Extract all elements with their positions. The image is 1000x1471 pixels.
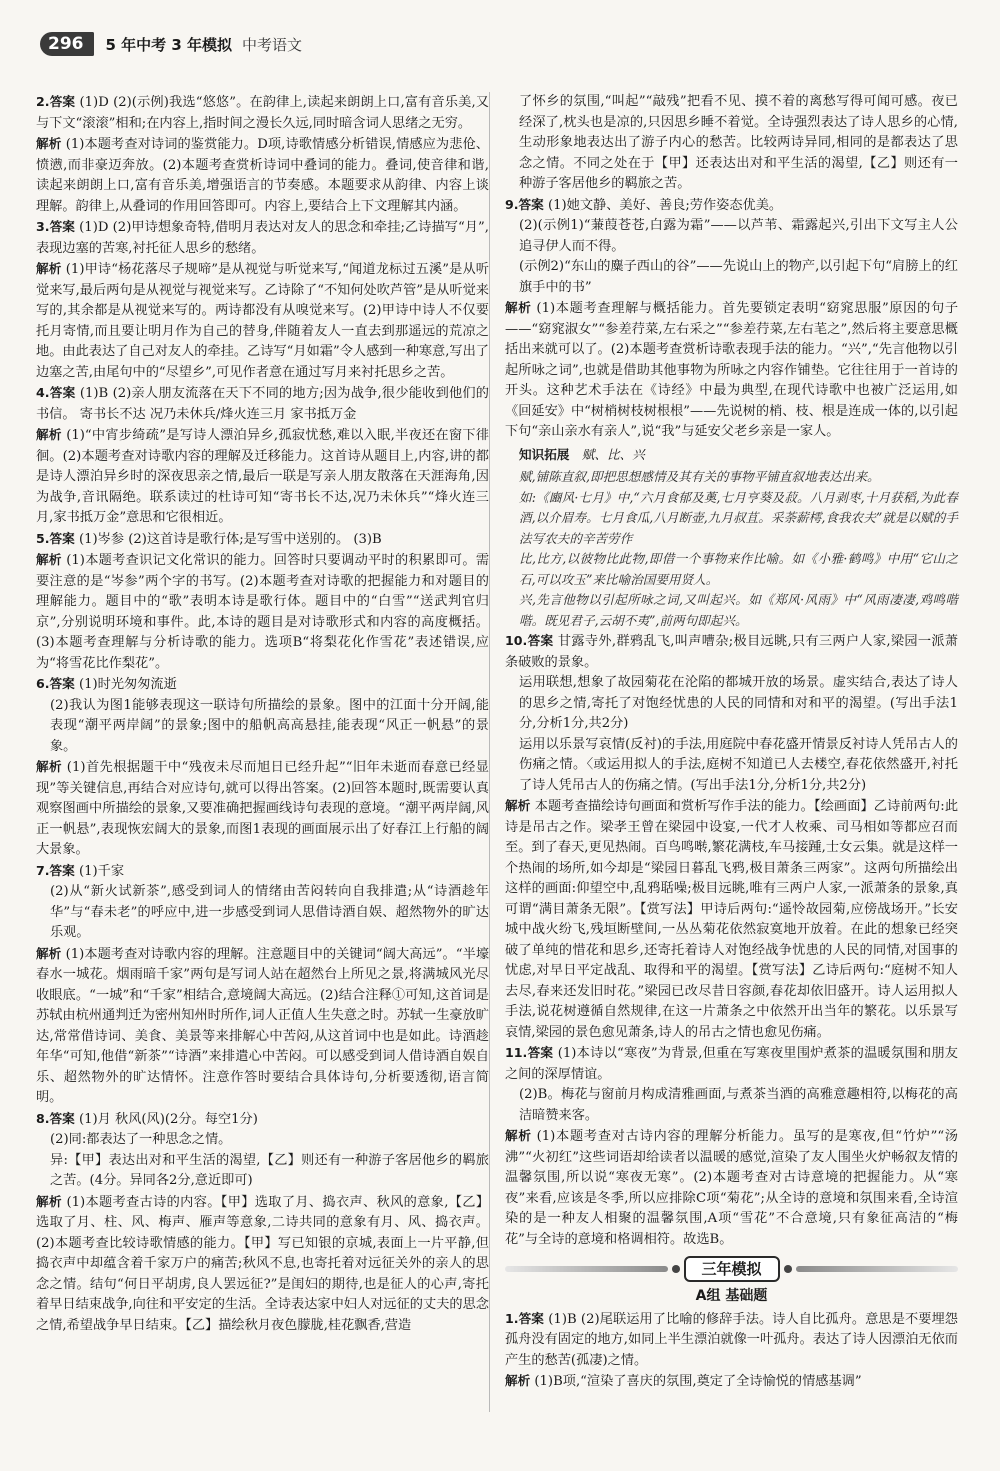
right-column [505, 92, 958, 1393]
group-title: A组 基础题 [695, 1288, 768, 1304]
answer-paragraph [505, 195, 958, 217]
knowledge-line: 比,比方,以彼物比此物,即借一个事物来作比喻。如《小雅·鹤鸣》中用“它山之石,可以攻玉”来比喻治国要用贤人。 [519, 551, 958, 587]
left-column [36, 92, 489, 1336]
page-header [40, 26, 302, 62]
answer-keyword: 9.答案 [505, 196, 544, 212]
answer-text: (1)D (2)甲诗想象奇特,借明月表达对友人的思念和牵挂;乙诗描写“月”,表现边塞的苦寒,衬托征人思乡的愁绪。 [36, 220, 489, 256]
answer-paragraph [505, 1309, 958, 1372]
answer-text: (1)本题考查古诗的内容。【甲】选取了月、捣衣声、秋风的意象,【乙】选取了月、柱、风、梅声、雁声等意象,二诗共同的意象有月、风、捣衣声。(2)本题考查比较诗歌情感的能力。【甲】写已知银的京城,表面上一片平静,但捣衣声中却蕴含着千家万户的痛苦;秋风不息,也寄托着对远征关外的亲人的思念之情。结句“何日平胡虏,良人罢远征?”是闺妇的期待,也是征人的心声,寄托着早日结束战争,向往和平安定的生活。全诗表达家中妇人对远征的丈夫的思念之情,希望战争早日结束。【乙】描绘秋月夜色朦胧,桂花飘香,营造 [36, 1194, 490, 1333]
knowledge-line: 赋,铺陈直叙,即把思想感情及其有关的事物平铺直叙地表达出来。 [519, 469, 880, 484]
answer-paragraph [505, 1085, 958, 1126]
answer-text: (1)本诗以“寒夜”为背景,但重在写寒夜里围炉煮茶的温暖氛围和朋友之间的深厚情谊。 [505, 1046, 958, 1082]
answer-keyword: 5.答案 [36, 530, 75, 546]
answer-paragraph [36, 674, 489, 696]
answer-text: 本题考查描绘诗句画面和赏析写作手法的能力。【绘画面】乙诗前两句:此诗是吊古之作。梁孝王曾在梁园中设宴,一代才人枚乘、司马相如等都应召而至。到了春天,更见热闹。百鸟鸣啭,繁花满枝,车马接踵,士女云集。就是这样一个热闹的场所,如今却是“梁园日暮乱飞鸦,极目萧条三两家”。这两句所描绘出这样的画面:仰望空中,乱鸦聒噪;极目远眺,唯有三两户人家,一派萧条的景象,真可谓“满目萧条无限”。【赏写法】甲诗后两句:“遥怜故园菊,应傍战场开。”长安城中战火纷飞,残垣断壁间,一丛丛菊花依然寂寞地开放着。在此的想象已经突破了单纯的惜花和思乡,还寄托着诗人对饱经战争忧患的人民的同情,对国事的忧虑,对早日平定战乱、取得和平的渴望。【赏写法】乙诗后两句:“庭树不知人去尽,春来还发旧时花。”梁园已改尽昔日容颜,春花却依旧盛开。诗人运用拟人手法,说花树遵循自然规律,在这一片萧条之中依然开出当年的繁花。以乐景写哀情,梁园的景色愈见萧条,诗人的吊古之情也愈见伤痛。 [505, 799, 959, 1040]
answer-text: (1)“中宵步绮疏”是写诗人漂泊异乡,孤寂忧愁,难以入眠,半夜还在窗下徘徊。(2)本题考查对诗歌内容的理解及迁移能力。这首诗从题目上,内容,讲的都是诗人漂泊异乡时的深夜思亲之情,最后一联是写亲人朋友散落在天涯海角,因为战争,音讯隔绝。联系读过的杜诗可知“寄书长不达,况乃未休兵”“烽火连三月,家书抵万金”意思和它很相近。 [36, 428, 489, 525]
answer-keyword: 7.答案 [36, 862, 75, 878]
answer-paragraph [505, 216, 958, 257]
answer-paragraph [505, 1126, 958, 1250]
answer-block-10-11 [505, 631, 958, 1250]
answer-paragraph [36, 425, 489, 529]
answer-text: (1)D (2)(示例)我选“悠悠”。在韵律上,读起来朗朗上口,富有音乐美,又与下文“滚滚”相和;在内容上,指时间之漫长久远,同时暗含词人思绪之无穷。 [36, 95, 489, 131]
answer-keyword: 解析 [36, 1193, 62, 1209]
answer-keyword: 解析 [36, 261, 62, 276]
answer-paragraph [36, 217, 489, 259]
answer-block-mock [505, 1309, 958, 1393]
answer-text: (1)甲诗“杨花落尽子规啼”是从视觉与听觉来写,“闻道龙标过五溪”是从听觉来写,最后两句是从视觉与视觉来写。乙诗除了“不知何处吹芦管”是从听觉来写的,其余都是从视觉来写的。两诗都没有从嗅觉来写。(2)甲诗中诗人不仅要托月寄情,而且要让明月作为自己的替身,伴随着友人一直去到那遥远的荒凉之地。由此表达了自己对友人的牵挂。乙诗写“月如霜”令人感到一种寒意,写出了边塞之苦,由尾句中的“尽望乡”,可见作者意在通过写月来衬托思乡之苦。 [36, 262, 489, 380]
answer-paragraph [505, 1043, 958, 1085]
answer-paragraph [36, 944, 489, 1109]
knowledge-title-tail: 赋、比、兴 [581, 446, 645, 462]
answer-text: (1)B项,“渲染了喜庆的氛围,奠定了全诗愉悦的情感基调” [534, 1374, 862, 1389]
answer-text: (示例2)“东山的麋子西山的谷”——先说山上的物产,以引起下句“肩膀上的红旗手中的书” [519, 259, 958, 295]
answer-text: (1)本题考查对古诗内容的理解分析能力。虽写的是寒夜,但“竹炉”“汤沸”“火初红”这些词语却给读者以温暖的感觉,渲染了友人围坐火炉畅叙友情的温馨氛围,所以说“寒夜无寒”。(2)本题考查对古诗意境的把握能力。从“寒夜”来看,应该是冬季,所以应排除C项“菊花”;从全诗的意境和氛围来看,全诗渲染的是一种友人相聚的温馨氛围,A项“雪花”不合意境,只有象征高洁的“梅花”与全诗的意境和格调相符。故选B。 [505, 1129, 958, 1247]
answer-text: (1)时光匆匆流逝 [78, 677, 177, 692]
page-number: 296 [40, 32, 94, 56]
answer-paragraph [36, 696, 489, 758]
book-title: 5 年中考 3 年模拟 [105, 35, 233, 54]
answer-keyword: 8.答案 [36, 1110, 75, 1126]
answer-paragraph [36, 259, 489, 383]
answer-keyword: 3.答案 [36, 219, 75, 234]
answer-text: (2)从“新火试新茶”,感受到词人的情绪由苦闷转向自我排遣;从“诗酒趁年华”与“春未老”的呼应中,进一步感受到词人思借诗酒自娱、超然物外的旷达乐观。 [50, 884, 489, 940]
answer-text: (1)千家 [78, 863, 125, 879]
answer-text: (1)本题考查理解与概括能力。首先要锁定表明“窈窕思服”原因的句子——“窈窕淑女”“参差荇菜,左右采之”“参差荇菜,左右芼之”,然后将主要意思概括出来就可以了。(2)本题考查赏析诗歌表现手法的能力。“兴”,“先言他物以引起所咏之词”,也就是借助其他事物为所咏之内容作铺垫。它往往用于一首诗的开头。这种艺术手法在《诗经》中最为典型,在现代诗歌中也被广泛运用,如《回延安》中“树梢树枝树根根”——先说树的梢、枝、根是连成一体的,以引起下句“亲山亲水有亲人”,说“我”与延安父老乡亲是一家人。 [505, 301, 959, 439]
answer-paragraph [505, 735, 958, 797]
answer-keyword: 11.答案 [505, 1045, 554, 1060]
answer-text: (1)本题考查对诗词的鉴赏能力。D项,诗歌情感分析错误,情感应为悲伧、愤懑,而非豪迈奔放。(2)本题考查赏析诗词中叠词的能力。叠词,使音律和谐,读起来朗朗上口,富有音乐美,增强语言的节奏感。本题要求从韵律、内容上谈理解。韵律上,从叠词的作用回答即可。内容上,要结合上下文理解其内涵。 [36, 137, 489, 214]
answer-paragraph [505, 1371, 958, 1393]
answer-paragraph [505, 298, 958, 443]
answer-paragraph [36, 882, 489, 944]
answer-keyword: 解析 [36, 427, 62, 442]
banner-bar-left [505, 1266, 668, 1272]
answer-text: (1)本题考查对诗歌内容的理解。注意题目中的关键词“阔大高远”。“半壕春水一城花。烟雨暗千家”两句是写词人站在超然台上所见之景,将满城风光尽收眼底。“一城”和“千家”相结合,意境阔大高远。(2)结合注释①可知,这首词是苏轼由杭州通判迁为密州知州时所作,词人正值人生失意之时。苏轼一生豪放旷达,常常借诗词、美食、美景等来排解心中苦闷,从这首词中也是如此。诗酒趁年华“可知,他借“新茶”“诗酒”来排遣心中苦闷。可以感受到词人借诗酒自娱自乐、超然物外的旷达情怀。注意作答时要结合具体诗句,分析要透彻,语言简明。 [36, 946, 490, 1105]
answer-text: (2)我认为图1能够表现这一联诗句所描绘的景象。图中的江面十分开阔,能表现“潮平两岸阔”的景象;图中的船帆高高悬挂,能表现“风正一帆悬”的景象。 [50, 697, 489, 754]
answer-paragraph [36, 861, 489, 883]
book-subtitle: 中考语文 [242, 35, 303, 54]
answer-paragraph [36, 1151, 489, 1192]
answer-text: (1)首先根据题干中“残夜未尽而旭日已经升起”“旧年未逝而春意已经显现”等关键信息,再结合对应诗句,就可以得出答案。(2)回答本题时,既需要认真观察图画中所描绘的景象,又要准确把握画线诗句表现的意境。“潮平两岸阔,风正一帆悬”,表现恢宏阔大的景象,而图1表现的画面展示出了好春江上行船的阔大景象。 [36, 760, 489, 857]
answer-keyword: 解析 [505, 1128, 532, 1143]
answer-text: 运用联想,想象了故园菊花在沦陷的都城开放的场景。虚实结合,表达了诗人的思乡之情,寄托了对饱经忧患的人民的同情和对和平的渴望。(写出手法1分,分析1分,共2分) [519, 675, 958, 731]
answer-keyword: 解析 [505, 798, 531, 813]
answer-keyword: 解析 [36, 552, 62, 567]
banner-bar-right [796, 1266, 959, 1272]
answer-text: (1)本题考查识记文化常识的能力。回答时只要调动平时的积累即可。需要注意的是“岑参”两个字的书写。(2)本题考查对诗歌的把握能力和对题目的理解能力。题目中的“歌”表明本诗是歌行体。题目中的“白雪”“送武判官归京”,分别说明环境和事件。此,本诗的题目是对诗歌形式和内容的高度概括。(3)本题考查理解与分析诗歌的能力。选项B“将梨花化作雪花”表述错误,应为“将雪花比作梨花”。 [36, 553, 490, 671]
answer-text: 运用以乐景写哀情(反衬)的手法,用庭院中春花盛开情景反衬诗人凭吊古人的伤痛之情。〈或运用拟人的手法,庭树不知道已人去楼空,春花依然盛开,衬托了诗人凭吊古人的伤痛之情。(写出手法1分,分析1分,共2分) [519, 736, 958, 793]
answer-keyword: 2.答案 [36, 94, 76, 109]
banner-dot-right [784, 1265, 792, 1273]
answer-paragraph [36, 1109, 489, 1131]
answer-keyword: 解析 [36, 136, 62, 151]
answer-text: (1)岑参 (2)这首诗是歌行体;是写雪中送别的。 (3)B [78, 531, 382, 547]
answer-keyword: 1.答案 [505, 1310, 544, 1326]
answer-text: 了怀乡的氛围,“叫起”“敲残”把看不见、摸不着的离愁写得可闻可感。夜已经深了,枕头也是凉的,只因思乡睡不着觉。全诗强烈表达了诗人思乡的心情,生动形象地表达出了游子内心的愁苦。比较两诗异同,相同的是都表达了思念之情。不同之处在于【甲】还表达出对和平生活的渴望,【乙】则还有一种游子客居他乡的羁旅之苦。 [519, 94, 958, 191]
banner-dot-left [672, 1265, 680, 1273]
column-divider [489, 92, 490, 1412]
knowledge-heading [505, 445, 958, 466]
answer-text: (1)B (2)亲人朋友流落在天下不同的地方;因为战争,很少能收到他们的书信。 寄书长不达 况乃未休兵/烽火连三月 家书抵万金 [36, 386, 489, 422]
answer-text: 异:【甲】表达出对和平生活的渴望,【乙】则还有一种游子客居他乡的羁旅之苦。(4分。异同各2分,意近即可) [50, 1152, 489, 1188]
answer-paragraph [505, 796, 958, 1043]
section-title: 三年模拟 [684, 1256, 780, 1283]
answer-keyword: 4.答案 [36, 385, 76, 400]
answer-paragraph [36, 1130, 489, 1151]
answer-text: 甘露寺外,群鸦乱飞,叫声嘈杂;极目远眺,只有三两户人家,梁园一派萧条破败的景象。 [505, 634, 958, 670]
answer-text: (1)月 秋风(风)(2分。每空1分) [78, 1111, 258, 1127]
answer-keyword: 解析 [505, 300, 532, 315]
answer-keyword: 6.答案 [36, 676, 75, 691]
knowledge-line: 如:《豳风·七月》中,“六月食郁及薁,七月亨葵及菽。八月剥枣,十月获稻,为此春酒,以介眉寿。七月食瓜,八月断壶,九月叔苴。采荼薪樗,食我农夫”就是以赋的手法写农夫的辛苦劳作 [519, 489, 958, 546]
answer-keyword: 解析 [505, 1373, 531, 1388]
answer-block-9 [505, 92, 958, 443]
section-banner [505, 1254, 958, 1284]
answer-paragraph [505, 257, 958, 298]
answer-keyword: 解析 [36, 945, 62, 961]
answer-text: (2)同:都表达了一种思念之情。 [50, 1132, 232, 1147]
answer-paragraph [505, 673, 958, 735]
answer-paragraph [505, 92, 958, 195]
knowledge-line: 兴,先言他物以引起所咏之词,又叫起兴。如《郑风·风雨》中“风雨凄凄,鸡鸣喈喈。既见君子,云胡不夷”,前两句即起兴。 [519, 592, 958, 628]
answer-keyword: 解析 [36, 759, 63, 774]
answer-text: (1)B (2)尾联运用了比喻的修辞手法。诗人自比孤舟。意思是不要埋怨孤舟没有固定的地方,如同上半生漂泊就像一叶孤舟。表达了诗人因漂泊无依而产生的愁苦(孤凄)之情。 [505, 1311, 958, 1368]
answer-paragraph [36, 550, 489, 674]
answer-paragraph [36, 134, 489, 217]
answer-paragraph [505, 631, 958, 673]
answer-text: (2)(示例1)“蒹葭苍苍,白露为霜”——以芦苇、霜露起兴,引出下文写主人公追寻伊人而不得。 [519, 218, 958, 254]
answer-paragraph [36, 1192, 489, 1337]
knowledge-box [505, 445, 958, 632]
answer-paragraph [36, 529, 489, 551]
answer-text: (2)B。梅花与窗前月构成清雅画面,与煮茶当酒的高雅意趣相符,以梅花的高洁暗赞来客。 [519, 1087, 958, 1123]
answer-paragraph [36, 383, 489, 425]
answer-keyword: 10.答案 [505, 633, 554, 648]
knowledge-title: 知识拓展 [519, 446, 570, 462]
answer-paragraph [36, 757, 489, 861]
answer-text: (1)她文静、美好、善良;劳作姿态优美。 [547, 197, 783, 213]
answer-paragraph [36, 92, 489, 134]
